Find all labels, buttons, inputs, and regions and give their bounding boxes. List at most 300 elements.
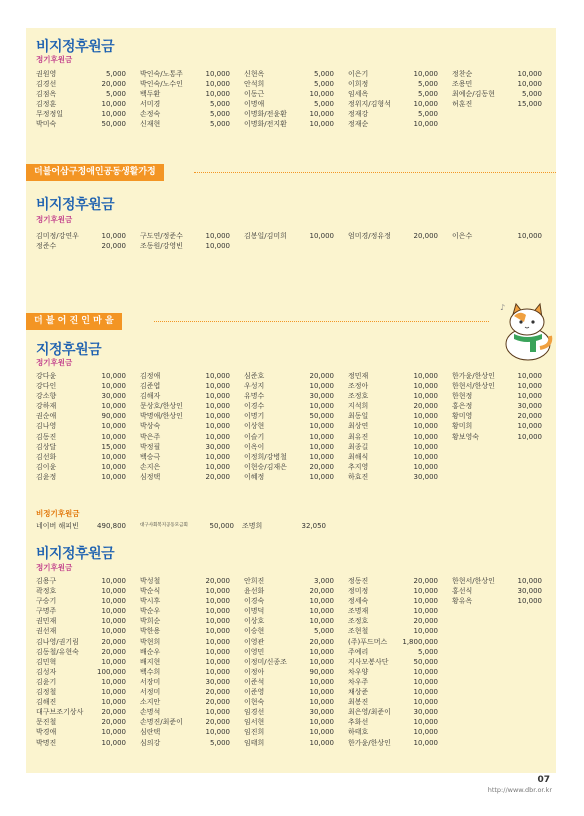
donation-amount: 10,000 [205,242,230,251]
donor-name: 심정택 [140,472,161,481]
donation-amount: 5,000 [209,738,230,747]
donor-row [244,231,344,241]
donor-row [348,462,448,472]
donor-name: 차우양 [348,667,369,676]
donor-row [244,677,344,687]
donor-name: 이혜정 [244,472,265,481]
donor-column [452,69,552,109]
donor-name: 이명애 [244,100,265,109]
donation-amount: 5,000 [417,90,438,99]
donation-amount: 10,000 [309,718,334,727]
donor-name: 안희진 [244,577,265,585]
donation-amount: 10,000 [205,462,230,471]
donation-amount: 10,000 [309,472,334,481]
donor-row [140,241,240,251]
donation-amount: 20,000 [413,232,438,240]
donor-row [348,667,448,677]
donor-name: 김용구 [36,577,57,585]
donor-name: 추지영 [348,462,369,471]
donation-amount: 20,000 [101,80,126,89]
donor-name: 이현숙 [244,698,265,707]
donor-name: 서미경 [140,100,161,109]
donor-name: 이명덕 [244,607,265,616]
donor-name: 유명수 [244,392,265,401]
donation-amount: 10,000 [205,617,230,626]
donor-name: 손지은 [140,462,161,471]
donor-row [348,727,448,737]
donation-amount: 5,000 [313,70,334,78]
donor-row [36,667,136,677]
donor-row [36,637,136,647]
donor-row [244,606,344,616]
donor-row [36,401,136,411]
donor-row [140,79,240,89]
nonregular-donation-amount: 32,050 [301,522,326,530]
donation-amount: 10,000 [205,728,230,737]
donor-name: 손명석 [140,708,161,717]
donation-list-page [26,28,556,773]
donation-amount: 10,000 [101,627,126,636]
donor-name: 박성철 [140,577,161,585]
donor-column [140,371,240,482]
donation-amount: 10,000 [205,432,230,441]
donor-name: 박경애 [36,728,57,737]
donation-amount: 10,000 [413,422,438,431]
donation-amount: 20,000 [101,242,126,251]
donor-name: 박순우 [140,607,161,616]
donor-name: 박인숙/노수인 [140,80,183,89]
donor-name: (주)푸드머스 [348,637,388,646]
donor-name: 이명화/전지환 [244,120,287,129]
donation-amount: 30,000 [413,708,438,717]
donor-name: 조현철 [348,627,369,636]
donation-amount: 10,000 [101,372,126,380]
donor-row [36,452,136,462]
donor-name: 한가윤/한상인 [348,738,391,747]
donation-amount: 30,000 [205,677,230,686]
donor-row [244,647,344,657]
donor-name: 이정미/신종조 [244,657,287,666]
donor-name: 이경수 [244,402,265,411]
donation-amount: 20,000 [101,647,126,656]
donation-amount: 10,000 [309,647,334,656]
donor-row [244,381,344,391]
donor-name: 구승기 [36,597,57,606]
donor-name: 신재현 [140,120,161,129]
donor-name: 배지현 [140,657,161,666]
donor-name: 손정숙 [140,110,161,119]
donor-row [244,401,344,411]
donation-amount: 10,000 [101,677,126,686]
donor-name: 백승극 [140,452,161,461]
donor-name: 이상호 [244,617,265,626]
donation-amount: 5,000 [209,100,230,109]
donor-row [140,391,240,401]
donor-name: 추화선 [348,718,369,727]
donor-name: 박은주 [140,432,161,441]
donor-name: 이준영 [244,688,265,697]
donor-row [140,119,240,129]
donor-name: 박시후 [140,597,161,606]
donation-amount: 10,000 [309,90,334,99]
donor-name: 김민혁 [36,657,57,666]
donation-amount: 10,000 [101,462,126,471]
donor-column [140,576,240,748]
donation-amount: 20,000 [101,637,126,646]
donor-name: 최유진 [348,432,369,441]
section2-subtitle: 정기후원금 [36,215,73,224]
svg-text:♪: ♪ [500,303,506,312]
donation-amount: 10,000 [101,728,126,737]
donor-name: 무정정일 [36,110,64,119]
donation-amount: 10,000 [413,462,438,471]
section1-title: 비지정후원금 [36,39,115,55]
donation-amount: 10,000 [517,80,542,89]
donor-name: 이정아 [244,667,265,676]
donor-row [244,576,344,586]
donor-column [348,371,448,482]
donor-name: 권원영 [36,70,57,78]
donation-amount: 10,000 [517,597,542,606]
donor-row [244,738,344,748]
donor-row [140,432,240,442]
donor-column [244,371,344,482]
donation-amount: 30,000 [101,392,126,401]
donor-name: 정미정 [348,587,369,596]
donation-amount: 10,000 [309,597,334,606]
donation-amount: 10,000 [309,442,334,451]
donor-name: 이정희/강병철 [244,452,287,461]
donation-amount: 30,000 [517,587,542,596]
donation-amount: 10,000 [309,677,334,686]
donor-name: 김나영/권기림 [36,637,79,646]
donor-row [36,79,136,89]
donor-row [140,707,240,717]
donor-name: 한가윤/한상인 [452,372,495,380]
donor-column [36,69,136,130]
donor-name: 박명애/한상인 [140,412,183,421]
donor-row [36,391,136,401]
donor-row [348,687,448,697]
donation-amount: 20,000 [517,412,542,421]
donation-amount: 10,000 [517,577,542,585]
donor-name: 김해자 [140,392,161,401]
donation-amount: 10,000 [413,698,438,707]
donor-name: 박상숙 [140,422,161,431]
donor-column [348,69,448,130]
nonregular-donor-name: 네이버 해피빈 [36,522,79,530]
banner2-divider [154,321,489,322]
page-number: 07 [537,775,550,785]
donation-amount: 10,000 [101,587,126,596]
donor-column [244,69,344,130]
donation-amount: 10,000 [101,452,126,461]
donor-row [452,596,552,606]
donation-amount: 10,000 [205,392,230,401]
donor-row [244,667,344,677]
donor-name: 서정미 [140,688,161,697]
donor-row [348,677,448,687]
donation-amount: 10,000 [205,452,230,461]
donor-name: 이상현 [244,422,265,431]
donation-amount: 10,000 [413,372,438,380]
donor-name: 심의강 [140,738,161,747]
donor-row [244,371,344,381]
donor-row [244,697,344,707]
donor-row [140,401,240,411]
donation-amount: 5,000 [313,100,334,109]
donation-amount: 10,000 [205,422,230,431]
donor-row [140,586,240,596]
donor-name: 곽정호 [36,587,57,596]
donor-name: 임태희 [244,738,265,747]
footer-url: http://www.dbr.or.kr [487,786,552,794]
donor-row [348,657,448,667]
donor-name: 정세숙 [348,597,369,606]
donor-name: 박정필 [140,442,161,451]
donor-name: 박한용 [140,627,161,636]
donor-name: 황미희 [452,422,473,431]
donor-row [244,442,344,452]
donor-row [140,442,240,452]
donation-amount: 10,000 [309,607,334,616]
donor-name: 우성지 [244,382,265,391]
donor-row [244,687,344,697]
donation-amount: 10,000 [309,382,334,391]
donor-name: 심란택 [140,728,161,737]
donor-column [348,576,448,748]
donation-amount: 10,000 [101,472,126,481]
donation-amount: 10,000 [101,422,126,431]
donor-name: 정재순 [348,120,369,129]
donation-amount: 10,000 [413,100,438,109]
donation-amount: 20,000 [205,472,230,481]
donation-amount: 90,000 [101,412,126,421]
donor-row [36,606,136,616]
donation-amount: 1,800,000 [402,637,438,646]
donation-amount: 10,000 [413,677,438,686]
donor-row [348,606,448,616]
donation-amount: 10,000 [101,657,126,666]
donor-row [36,596,136,606]
donation-amount: 10,000 [205,708,230,717]
donation-amount: 10,000 [205,627,230,636]
donor-row [348,596,448,606]
donation-amount: 10,000 [517,382,542,391]
donor-row [348,401,448,411]
donation-amount: 10,000 [413,392,438,401]
donor-row [140,606,240,616]
donor-row [452,371,552,381]
donor-row [36,586,136,596]
donor-row [452,421,552,431]
donor-row [348,616,448,626]
donation-amount: 10,000 [413,382,438,391]
banner-village: 더 불 어 진 인 마 을 [26,313,122,330]
donation-amount: 10,000 [413,667,438,676]
donor-name: 최동일 [348,412,369,421]
donation-amount: 10,000 [205,607,230,616]
donor-row [244,89,344,99]
donor-row [348,109,448,119]
donor-column [452,371,552,442]
donor-row [36,462,136,472]
section1-subtitle: 정기후원금 [36,55,73,64]
donor-row [348,371,448,381]
donor-name: 이명화/전윤환 [244,110,287,119]
donation-amount: 5,000 [521,90,542,99]
donor-row [36,472,136,482]
donation-amount: 20,000 [205,698,230,707]
donor-name: 권민재 [36,617,57,626]
donor-name: 홍선식 [452,587,473,596]
donor-row [348,697,448,707]
donor-row [244,717,344,727]
donation-amount: 20,000 [309,587,334,596]
donor-name: 이명기 [244,412,265,421]
donor-row [348,89,448,99]
section4-subtitle: 정기후원금 [36,563,73,572]
donor-name: 한현서/한상인 [452,577,495,585]
donor-name: 박미숙 [36,120,57,129]
donor-row [452,231,552,241]
section3-title: 지정후원금 [36,342,102,358]
donor-name: 임서현 [244,718,265,727]
donation-amount: 20,000 [101,718,126,727]
donor-row [348,472,448,482]
donation-amount: 10,000 [205,90,230,99]
donor-row [452,411,552,421]
donor-row [140,647,240,657]
donor-row [244,109,344,119]
donor-row [348,442,448,452]
donation-amount: 10,000 [309,432,334,441]
donor-name: 김동철/유현숙 [36,647,79,656]
donor-name: 구도연/정준수 [140,232,183,240]
donor-row [140,472,240,482]
donation-amount: 5,000 [313,627,334,636]
donor-column [348,231,448,241]
nonregular-donor-row [36,521,436,533]
cat-mascot-illustration [496,296,556,361]
donor-row [36,697,136,707]
donor-row [244,432,344,442]
donation-amount: 10,000 [101,402,126,411]
donor-row [140,381,240,391]
donation-amount: 10,000 [309,422,334,431]
donor-name: 김나영 [36,422,57,431]
donor-column [36,576,136,748]
donation-amount: 5,000 [417,647,438,656]
donor-name: 채상준 [348,688,369,697]
donor-row [36,119,136,129]
donor-row [36,381,136,391]
donor-name: 강소향 [36,392,57,401]
donor-name: 정찬순 [452,70,473,78]
donor-name: 대구브조기상사 [36,708,84,717]
donation-amount: 10,000 [101,597,126,606]
donor-name: 조정호 [348,617,369,626]
donation-amount: 10,000 [517,392,542,401]
donation-amount: 10,000 [309,657,334,666]
donation-amount: 10,000 [101,607,126,616]
donation-amount: 10,000 [205,412,230,421]
donor-row [36,69,136,79]
donation-amount: 10,000 [101,698,126,707]
donor-row [244,472,344,482]
nonregular-donor-name: 조명희 [242,522,263,530]
donor-name: 최은영/최준이 [348,708,391,717]
donor-name: 정위지/김형석 [348,100,391,109]
donor-row [452,576,552,586]
donation-amount: 10,000 [517,372,542,380]
donation-amount: 50,000 [309,412,334,421]
donor-name: 지석희 [348,402,369,411]
donation-amount: 10,000 [309,232,334,240]
donation-amount: 5,000 [417,110,438,119]
donor-name: 이은기 [348,70,369,78]
donation-amount: 10,000 [205,597,230,606]
donor-name: 김윤정 [36,472,57,481]
donor-row [244,707,344,717]
donor-name: 박인숙/노통주 [140,70,183,78]
donor-row [244,79,344,89]
donor-name: 김봉일/김미희 [244,232,287,240]
donor-column [140,69,240,130]
donation-amount: 10,000 [205,647,230,656]
donor-name: 조동원/강영빈 [140,242,183,251]
donor-row [36,99,136,109]
donation-amount: 10,000 [413,452,438,461]
donor-row [244,421,344,431]
donor-name: 김정철 [36,688,57,697]
donation-amount: 10,000 [205,70,230,78]
donation-amount: 10,000 [413,688,438,697]
donation-amount: 3,000 [313,577,334,585]
donor-row [36,411,136,421]
donation-amount: 10,000 [101,688,126,697]
donor-row [452,401,552,411]
donor-row [36,241,136,251]
donor-name: 한현서/한상인 [452,382,495,391]
donor-name: 최봉진 [348,698,369,707]
donor-name: 이슬기 [244,432,265,441]
donation-amount: 20,000 [413,402,438,411]
donor-row [36,432,136,442]
donor-name: 주예리 [348,647,369,656]
donor-row [36,421,136,431]
donation-amount: 90,000 [309,667,334,676]
donor-name: 조용민 [452,80,473,89]
donation-amount: 10,000 [205,637,230,646]
donor-row [36,738,136,748]
donor-name: 이옥이 [244,442,265,451]
donor-name: 권순애 [36,412,57,421]
donor-name: 김윤기 [36,677,57,686]
donor-row [244,411,344,421]
donor-row [452,586,552,596]
donor-row [36,576,136,586]
donor-name: 문상호/한상인 [140,402,183,411]
donor-name: 소지안 [140,698,161,707]
donor-name: 박현희 [140,637,161,646]
donor-name: 김선화 [36,452,57,461]
donor-name: 강다인 [36,382,57,391]
donor-name: 이은수 [452,232,473,240]
donor-row [140,738,240,748]
donation-amount: 10,000 [413,432,438,441]
donor-row [348,119,448,129]
